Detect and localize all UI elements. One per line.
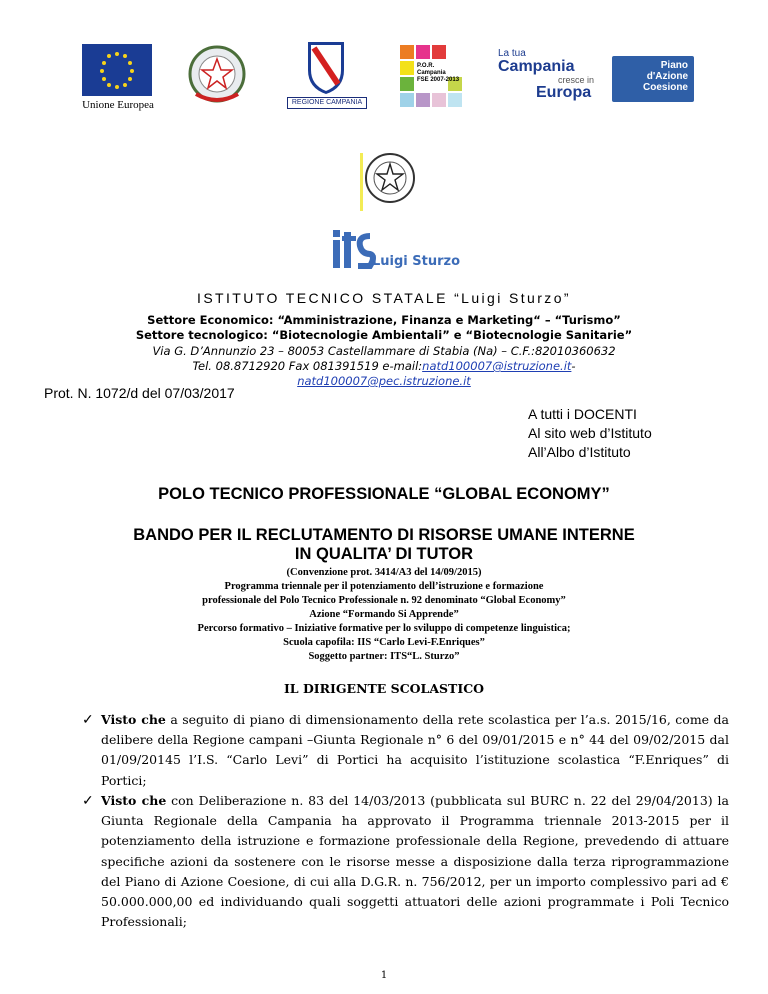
eu-caption: Unione Europea <box>82 99 154 111</box>
paragraph-1-lead: Visto che <box>101 712 166 727</box>
heading-bando: BANDO PER IL RECLUTAMENTO DI RISORSE UMANE INTERNE <box>133 526 635 544</box>
addressee-sito: Al sito web d’Istituto <box>528 425 652 441</box>
school-title: ISTITUTO TECNICO STATALE “Luigi Sturzo” <box>197 290 571 306</box>
piano-line3: Coesione <box>642 82 688 93</box>
regione-campania-caption: REGIONE CAMPANIA <box>287 97 367 109</box>
eu-flag-logo <box>82 44 152 96</box>
convention-line-1: (Convenzione prot. 3414/A3 del 14/09/2015) <box>286 567 482 578</box>
its-name: Luigi Sturzo <box>372 254 461 269</box>
italian-republic-emblem <box>178 42 256 108</box>
paragraph-2-text: con Deliberazione n. 83 del 14/03/2013 (pubblicata sul BURC n. 22 del 29/04/2013) la Giunta Regionale della Campania ha approvato il Programma triennale 2013-2015 per il potenziamento della istruzione e formazione professionale della Regione, prevedendo di attuare specifiche azioni da sostenere con le risorse messe a disposizione dalla terza riprogrammazione del Piano di Azione Coesione, di cui alla D.G.R. n. 756/2012, per un importo complessivo pari ad € 50.000.000,00 ed individuando quali soggetti attuatori delle azioni programmate i Poli Tecnico Professionali; <box>101 793 729 930</box>
convention-line-2: Programma triennale per il potenziamento dell’istruzione e formazione <box>224 581 544 592</box>
paragraph-2 <box>82 791 729 932</box>
addressee-docenti: A tutti i DOCENTI <box>528 406 637 422</box>
latua-line4: Europa <box>536 84 592 101</box>
republic-emblem-bw <box>362 150 418 206</box>
convention-line-4: Azione “Formando Si Apprende” <box>309 609 459 620</box>
por-text-1: P.O.R. <box>417 63 435 69</box>
convention-line-5: Percorso formativo – Iniziative formative per lo sviluppo di competenze linguistica; <box>197 623 571 634</box>
email-link[interactable]: natd100007@istruzione.it <box>422 359 572 373</box>
paragraph-1-text: a seguito di piano di dimensionamento della rete scolastica per l’a.s. 2015/16, come da delibere della Regione campani –Giunta Regionale n° 6 del 09/01/2015 e n° 44 del 09/02/2015 dal 01/09/20145 l’I.S. “Carlo Levi” di Portici ha acquisito l’istituzione scolastica “F.Enriques” di Portici; <box>101 712 729 788</box>
school-sector-technological: Settore tecnologico: “Biotecnologie Ambientali” e “Biotecnologie Sanitarie” <box>135 328 633 342</box>
contacts-dash: - <box>571 359 576 373</box>
school-address: Via G. D’Annunzio 23 – 80053 Castellammare di Stabia (Na) – C.F.:82010360632 <box>152 344 616 358</box>
checkmark-icon: ✓ <box>82 712 94 728</box>
por-text-2: Campania <box>417 70 446 76</box>
piano-line1: Piano <box>660 60 688 71</box>
dirigente-heading: IL DIRIGENTE SCOLASTICO <box>283 681 485 696</box>
addressee-albo: All’Albo d’Istituto <box>528 444 631 460</box>
por-campania-fse-logo <box>400 45 468 109</box>
protocol-number: Prot. N. 1072/d del 07/03/2017 <box>44 385 235 401</box>
regione-campania-logo <box>285 40 367 100</box>
heading-tutor: IN QUALITA’ DI TUTOR <box>294 545 474 563</box>
convention-line-6: Scuola capofila: IIS “Carlo Levi-F.Enriques” <box>283 637 485 648</box>
convention-line-3: professionale del Polo Tecnico Professionale n. 92 denominato “Global Economy” <box>202 595 566 606</box>
latua-line1: La tua <box>498 48 526 59</box>
page-number: 1 <box>380 970 388 981</box>
paragraph-2-lead: Visto che <box>101 793 167 808</box>
school-sector-economic: Settore Economico: “Amministrazione, Finanza e Marketing“ – “Turismo” <box>147 313 621 327</box>
paragraph-1 <box>82 710 729 791</box>
piano-line2: d'Azione <box>646 71 688 82</box>
por-text-3: FSE 2007-2013 <box>417 77 460 83</box>
checkmark-icon: ✓ <box>82 793 94 809</box>
latua-line2: Campania <box>498 58 575 75</box>
convention-line-7: Soggetto partner: ITS“L. Sturzo” <box>308 651 460 662</box>
school-contacts <box>0 359 768 373</box>
pec-link[interactable]: natd100007@pec.istruzione.it <box>297 374 471 388</box>
contacts-prefix: Tel. 08.8712920 Fax 081391519 e-mail: <box>192 359 423 373</box>
piano-azione-coesione-logo <box>612 56 694 102</box>
latua-line3: cresce in <box>557 75 594 85</box>
heading-polo: POLO TECNICO PROFESSIONALE “GLOBAL ECONOMY” <box>158 485 610 503</box>
campania-europa-logo <box>498 48 608 106</box>
